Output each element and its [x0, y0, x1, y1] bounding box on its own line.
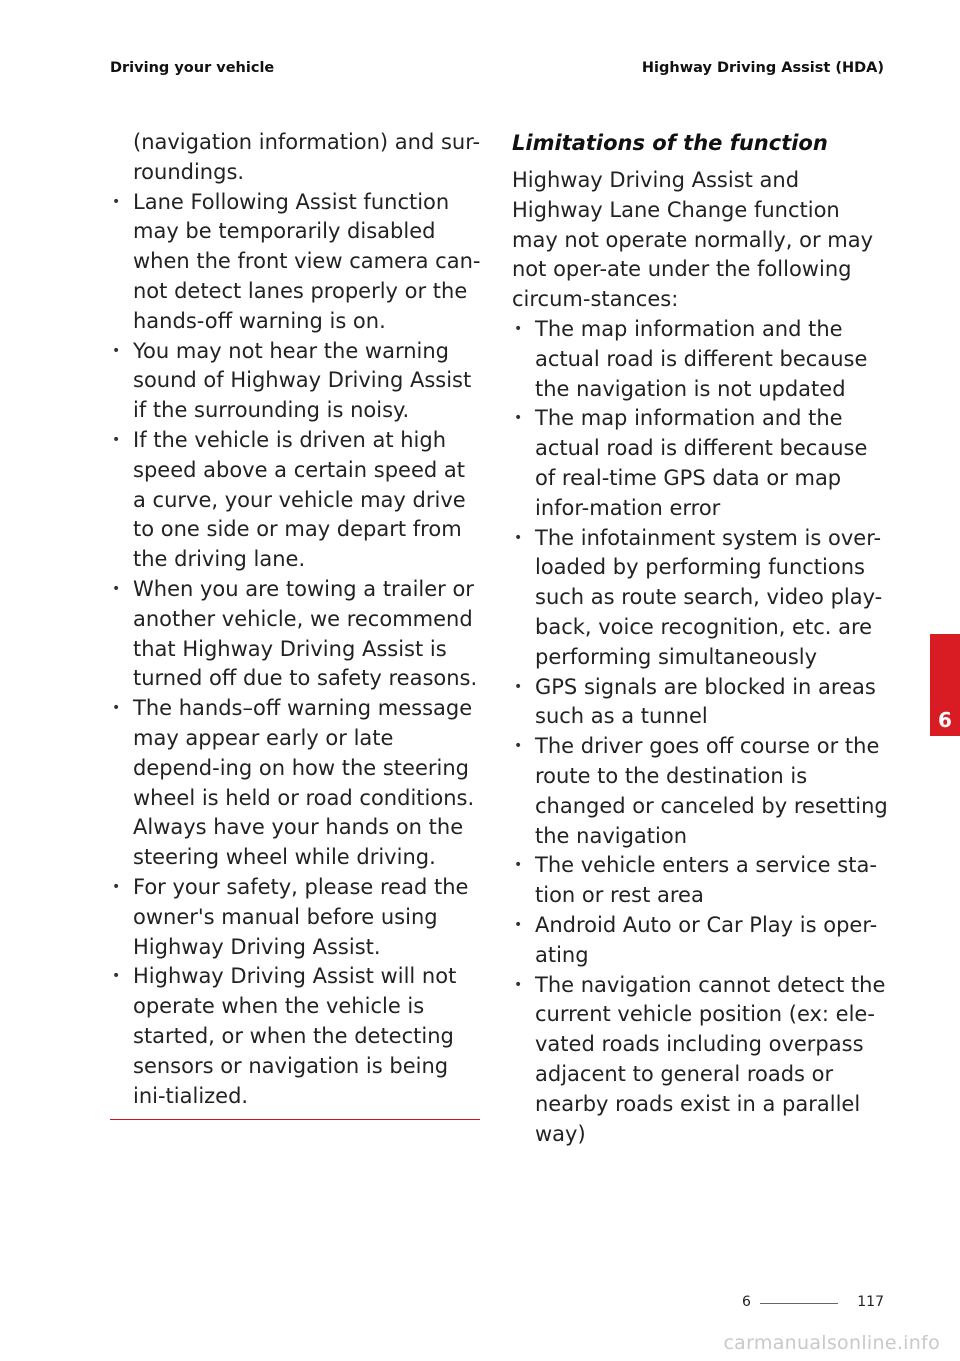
list-item: • The vehicle enters a service sta-tion or rest area: [512, 851, 888, 911]
left-bullet-list: [110, 188, 482, 1112]
section-title: Limitations of the function: [512, 131, 828, 155]
list-item: • The map information and the actual road is different because the navigation is not updated: [512, 315, 888, 404]
running-header-topic: Highway Driving Assist (HDA): [641, 60, 884, 76]
list-item: • Android Auto or Car Play is oper-ating: [512, 911, 888, 971]
section-intro: Highway Driving Assist and Highway Lane Change function may not operate normally, or may not oper-ate under the following circum-stances:: [512, 168, 874, 312]
right-column: [512, 128, 888, 1149]
list-item: • For your safety, please read the owner's manual before using Highway Driving Assist.: [110, 873, 482, 962]
list-item: • Highway Driving Assist will not operate when the vehicle is started, or when the detecting sensors or navigation is being ini-tialized.: [110, 962, 482, 1111]
list-item: • You may not hear the warning sound of Highway Driving Assist if the surrounding is noisy.: [110, 337, 482, 426]
list-item: • The driver goes off course or the route to the destination is changed or canceled by resetting the navigation: [512, 732, 888, 851]
footer-divider: [760, 1303, 838, 1304]
list-item: • The navigation cannot detect the current vehicle position (ex: ele-vated roads including overpass adjacent to general roads or nearby roads exist in a parallel way): [512, 971, 888, 1150]
watermark-text: carmanualsonline.info: [723, 1332, 940, 1354]
right-bullet-list: [512, 315, 888, 1149]
page-footer: [742, 1294, 884, 1314]
chapter-tab: [930, 634, 960, 736]
list-item: • The map information and the actual road is different because of real-time GPS data or map infor-mation error: [512, 404, 888, 523]
footer-chapter: 6: [742, 1294, 751, 1310]
section-end-rule: [110, 1119, 480, 1120]
left-column: [110, 128, 482, 1120]
list-item: • The infotainment system is over-loaded by performing functions such as route search, video play-back, voice recognition, etc. are performing simultaneously: [512, 524, 888, 673]
list-item: • Lane Following Assist function may be temporarily disabled when the front view camera can-not detect lanes properly or the hands-off warning is on.: [110, 188, 482, 337]
page-number: 117: [857, 1294, 884, 1310]
list-item: • The hands–off warning message may appear early or late depend-ing on how the steering wheel is held or road conditions. Always have your hands on the steering wheel while driving.: [110, 694, 482, 873]
running-header-section: Driving your vehicle: [110, 60, 275, 76]
continuation-text: (navigation information) and sur-roundings.: [133, 130, 481, 184]
list-item: • GPS signals are blocked in areas such as a tunnel: [512, 673, 888, 733]
list-item: • When you are towing a trailer or another vehicle, we recommend that Highway Driving Assist is turned off due to safety reasons.: [110, 575, 482, 694]
list-item: • If the vehicle is driven at high speed above a certain speed at a curve, your vehicle may drive to one side or may depart from the driving lane.: [110, 426, 482, 575]
chapter-tab-number: 6: [938, 708, 952, 732]
